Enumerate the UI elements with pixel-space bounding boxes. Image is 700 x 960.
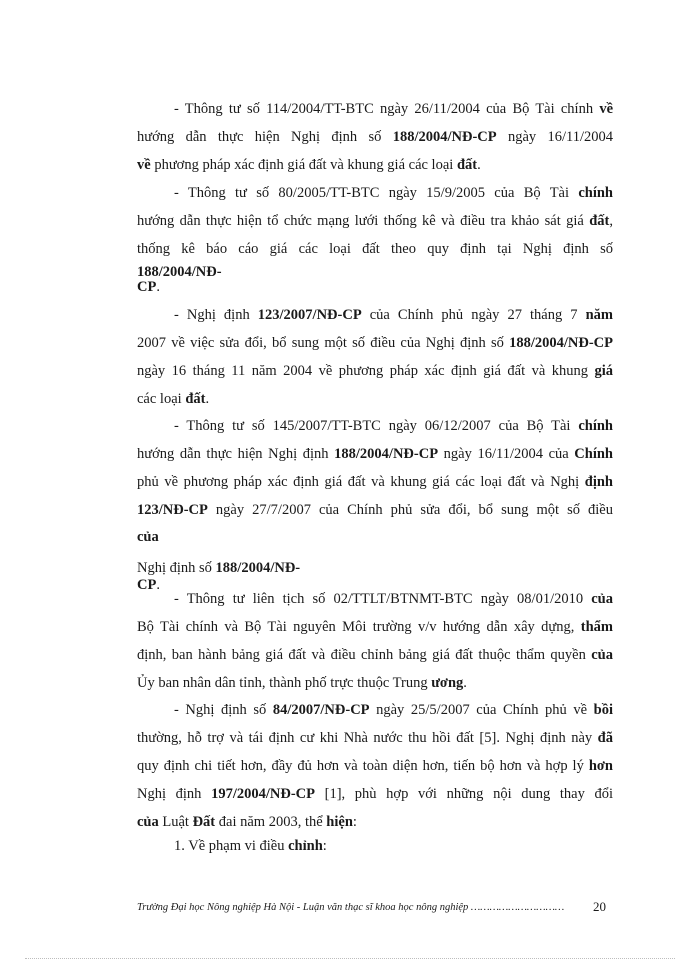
page-bottom-divider (25, 958, 675, 959)
bold-text: chỉnh (288, 838, 323, 854)
bold-text: về (137, 157, 151, 173)
bold-text: của (591, 647, 613, 663)
text-line: quy định chi tiết hơn, đầy đủ hơn và toàn diện hơn, tiến bộ hơn và hợp lý hơn (137, 758, 613, 774)
text-line: hướng dẫn thực hiện Nghị định 188/2004/NĐ-CP ngày 16/11/2004 của Chính (137, 446, 613, 462)
bold-text: hiện (326, 814, 353, 830)
text-line: 2007 về việc sửa đổi, bổ sung một số điều của Nghị định số 188/2004/NĐ-CP (137, 335, 613, 351)
bold-text: định (584, 474, 613, 490)
paragraph (137, 301, 613, 413)
bold-text: Đất (192, 814, 216, 830)
bold-text: đất (456, 157, 478, 173)
text-line: - Thông tư liên tịch số 02/TTLT/BTNMT-BTC ngày 08/01/2010 của (174, 591, 613, 607)
paragraph (137, 585, 613, 697)
paragraph (137, 179, 613, 295)
bold-text: chính (578, 418, 613, 434)
text-line: Nghị định 197/2004/NĐ-CP [1], phù hợp với những nội dung thay đổi (137, 786, 614, 802)
bold-text: 123/NĐ-CP (137, 502, 208, 518)
text-line: CP. (137, 279, 160, 295)
text-line: hướng dẫn thực hiện Nghị định số 188/2004/NĐ-CP ngày 16/11/2004 (137, 129, 613, 145)
text-line: của Luật Đất đai năm 2003, thể hiện: (137, 814, 357, 830)
text-line (137, 265, 613, 280)
text-line: các loại đất. (137, 391, 210, 407)
text-line: 123/NĐ-CP ngày 27/7/2007 của Chính phủ sửa đổi, bổ sung một số điều (137, 502, 613, 518)
bold-text: 197/2004/NĐ-CP (211, 786, 315, 802)
bold-text: 188/2004/NĐ- (215, 560, 301, 576)
text-line: Ủy ban nhân dân tỉnh, thành phố trực thuộc Trung ương. (137, 675, 467, 691)
paragraph (137, 412, 613, 593)
bold-text: 188/2004/NĐ-CP (334, 446, 439, 462)
page-number: 20 (593, 899, 606, 914)
paragraph (137, 832, 613, 860)
text-line: - Thông tư số 114/2004/TT-BTC ngày 26/11/2004 của Bộ Tài chính về (174, 101, 613, 117)
bold-text: năm (585, 307, 613, 323)
bold-text: chính (578, 185, 613, 201)
text-line: định, ban hành bảng giá đất và điều chỉnh bảng giá đất thuộc thẩm quyền của (137, 647, 613, 663)
text-line: hướng dẫn thực hiện tổ chức mạng lưới thống kê và điều tra khảo sát giá đất, (137, 213, 613, 229)
bold-text: giá (594, 363, 613, 379)
text-line: - Nghị định số 84/2007/NĐ-CP ngày 25/5/2007 của Chính phủ về bồi (174, 702, 613, 718)
bold-text: hơn (588, 758, 613, 774)
text-line: về phương pháp xác định giá đất và khung giá các loại đất. (137, 157, 481, 173)
bold-text: bồi (593, 702, 613, 718)
bold-text: ương (431, 675, 464, 691)
bold-text: đất (589, 213, 610, 229)
bold-text: đất (185, 391, 206, 407)
text-line: Nghị định số 188/2004/NĐ- (137, 560, 301, 576)
text-line: thường, hỗ trợ và tái định cư khi Nhà nước thu hồi đất [5]. Nghị định này đã (137, 730, 613, 746)
text-line: CP. (137, 577, 160, 593)
text-line: - Nghị định 123/2007/NĐ-CP của Chính phủ ngày 27 tháng 7 năm (174, 307, 613, 323)
bold-text: Chính (574, 446, 613, 462)
bold-text: đã (597, 730, 613, 746)
text-line: - Thông tư số 145/2007/TT-BTC ngày 06/12/2007 của Bộ Tài chính (174, 418, 613, 434)
footer-text: Trường Đại học Nông nghiệp Hà Nội - Luận văn thạc sĩ khoa học nông nghiệp ………………………… (137, 902, 565, 913)
bold-text: của (137, 814, 159, 830)
bold-text: 188/2004/NĐ-CP (392, 129, 497, 145)
text-line: ngày 16 tháng 11 năm 2004 về phương pháp xác định giá đất và khung giá (137, 363, 613, 379)
bold-text: về (599, 101, 613, 117)
text-line: - Thông tư số 80/2005/TT-BTC ngày 15/9/2005 của Bộ Tài chính (174, 185, 613, 201)
text-line: Bộ Tài chính và Bộ Tài nguyên Môi trường v/v hướng dẫn xây dựng, thẩm (137, 619, 613, 635)
bold-text: 188/2004/NĐ- (137, 264, 222, 280)
text-line: phủ về phương pháp xác định giá đất và khung giá các loại đất và Nghị định (137, 474, 613, 490)
text-line: thống kê báo cáo giá các loại đất theo quy định tại Nghị định số (137, 241, 613, 257)
bold-text: CP (137, 577, 157, 593)
bold-text: của (591, 591, 613, 607)
bold-text: 84/2007/NĐ-CP (272, 702, 370, 718)
text-line: 1. Về phạm vi điều chỉnh: (174, 838, 327, 854)
bold-text: 123/2007/NĐ-CP (257, 307, 362, 323)
bold-text: của (137, 529, 159, 545)
bold-text: 188/2004/NĐ-CP (509, 335, 613, 351)
paragraph (137, 95, 613, 179)
text-line (137, 530, 613, 545)
bold-text: CP (137, 279, 157, 295)
bold-text: thẩm (580, 619, 613, 635)
paragraph (137, 696, 613, 836)
